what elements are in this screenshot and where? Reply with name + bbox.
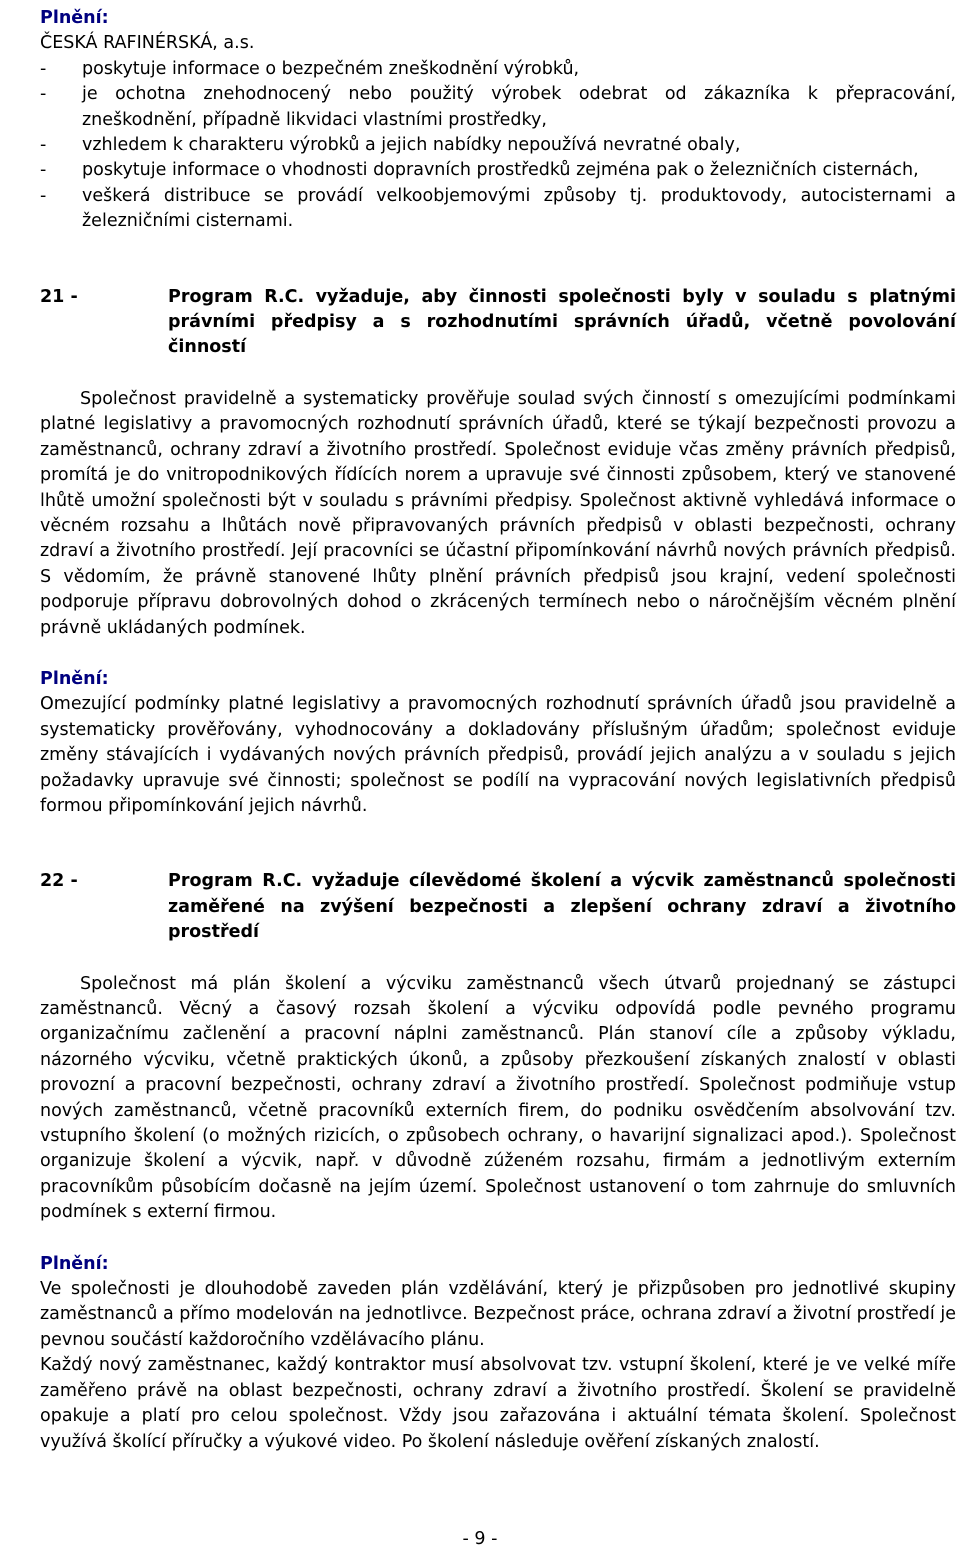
list-item-text: je ochotna znehodnocený nebo použitý výrobek odebrat od zákazníka k přepracování, zneškodnění, případně likvidaci vlastními prostředky,	[82, 84, 956, 130]
section-title: Program R.C. vyžaduje cílevědomé školení a výcvik zaměstnanců společnosti zaměřené na zvýšení bezpečnosti a zlepšení ochrany zdraví a životního prostředí	[168, 871, 956, 943]
section-body: Společnost má plán školení a výcviku zaměstnanců všech útvarů projednaný se zástupci zaměstnanců. Věcný a časový rozsah školení a výcviku odpovídá podle pevného programu organizačnímu začlenění a pracovní náplni zaměstnanců. Plán stanoví cíle a způsoby výkladu, názorného výcviku, včetně praktických úkonů, a způsoby přezkoušení získaných znalostí v oblasti provozní a pracovní bezpečnosti, ochrany zdraví a životního prostředí. Společnost podmiňuje vstup nových zaměstnanců, včetně pracovníků externích firem, do podniku osvědčením absolvování tzv. vstupního školení (o možných rizicích, o způsobech ochrany, o havarijní signalizaci apod.). Společnost organizuje školení a výcvik, např. v důvodně zúženém rozsahu, firmám a jednotlivým externím pracovníkům působícím dočasně na jejím území. Společnost ustanovení o tom zahrnuje do smluvních podmínek s externí firmou.	[40, 973, 956, 1223]
fulfilment-text: Každý nový zaměstnanec, každý kontraktor musí absolvovat tzv. vstupní školení, které je ve velké míře zaměřeno právě na oblast bezpečnosti, ochrany zdraví a životního prostředí. Školení se pravidelně opakuje a platí pro celou společnost. Vždy jsou zařazována i aktuální témata školení. Společnost využívá školící příručky a výukové video. Po školení následuje ověření získaných znalostí.	[40, 1355, 956, 1452]
bullet-dash: -	[40, 84, 47, 105]
section-number: 21 -	[40, 286, 78, 307]
section-body: Společnost pravidelně a systematicky prověřuje soulad svých činností s omezujícími podmínkami platné legislativy a pravomocných rozhodnutí správních úřadů, které se týkají bezpečnosti provozu a zaměstnanců, ochrany zdraví a životního prostředí. Společnost eviduje včas změny právních předpisů, promítá je do vnitropodnikových řídících norem a upravuje své činnosti způsobem, který ve stanovené lhůtě umožní společnosti být v souladu s právními předpisy. Společnost aktivně vyhledává informace o věcném rozsahu a lhůtách nově připravovaných právních předpisů v oblasti bezpečnosti, ochrany zdraví a životního prostředí. Její pracovníci se účastní připomínkování návrhů nových právních předpisů. S vědomím, že právně stanovené lhůty plnění právních předpisů jsou krajní, vedení společnosti podporuje přípravu dobrovolných dohod o zkrácených termínech nebo o náročnějším věcném plnění právně ukládaných podmínek.	[40, 388, 956, 638]
fulfilment-text: Omezující podmínky platné legislativy a pravomocných rozhodnutí správních úřadů jsou pravidelně a systematicky prověřovány, vyhodnocovány a dokladovány příslušným úřadům; společnost eviduje změny stávajících i vydávaných nových právních předpisů, provádí jejich analýzu a v souladu s jejich požadavky upravuje své činnosti; společnost se podílí na vypracování nových legislativních předpisů formou připomínkování jejich návrhů.	[40, 694, 956, 816]
bullet-dash: -	[40, 135, 47, 156]
spacer	[40, 641, 956, 667]
company-name: ČESKÁ RAFINÉRSKÁ, a.s.	[40, 33, 255, 54]
section-heading-22	[40, 869, 956, 945]
bullet-dash: -	[40, 58, 47, 79]
bullet-dash: -	[40, 185, 47, 206]
spacer	[40, 361, 956, 387]
spacer	[40, 1226, 956, 1252]
list-item-text: veškerá distribuce se provádí velkoobjemovými způsoby tj. produktovody, autocisternami a železničními cisternami.	[82, 185, 956, 232]
list-item-text: poskytuje informace o bezpečném zneškodnění výrobků,	[82, 58, 580, 79]
list-item	[40, 158, 956, 183]
list-item-text: poskytuje informace o vhodnosti dopravních prostředků zejména pak o železničních cisternách,	[82, 160, 919, 181]
spacer	[40, 819, 956, 869]
page-number: - 9 -	[462, 1529, 498, 1549]
list-item-text: vzhledem k charakteru výrobků a jejich nabídky nepoužívá nevratné obaly,	[82, 135, 741, 156]
fulfilment-label: Plnění:	[40, 1253, 109, 1274]
section-title: Program R.C. vyžaduje, aby činnosti společnosti byly v souladu s platnými právními předpisy a s rozhodnutími správních úřadů, včetně povolování činností	[168, 286, 956, 358]
section-heading-21	[40, 285, 956, 361]
section-number: 22 -	[40, 871, 78, 892]
fulfilment-text: Ve společnosti je dlouhodobě zaveden plán vzdělávání, který je přizpůsoben pro jednotlivé skupiny zaměstnanců a přímo modelován na jednotlivce. Bezpečnost práce, ochrana zdraví a životní prostředí je pevnou součástí každoročního vzdělávacího plánu.	[40, 1279, 956, 1350]
list-item	[40, 133, 956, 158]
bullet-dash: -	[40, 160, 47, 181]
document-page	[40, 0, 956, 1455]
list-item	[40, 82, 956, 133]
spacer	[40, 235, 956, 285]
fulfilment-label: Plnění:	[40, 668, 109, 689]
spacer	[40, 946, 956, 972]
fulfilment-label: Plnění:	[40, 8, 109, 28]
list-item	[40, 57, 956, 82]
list-item	[40, 184, 956, 235]
